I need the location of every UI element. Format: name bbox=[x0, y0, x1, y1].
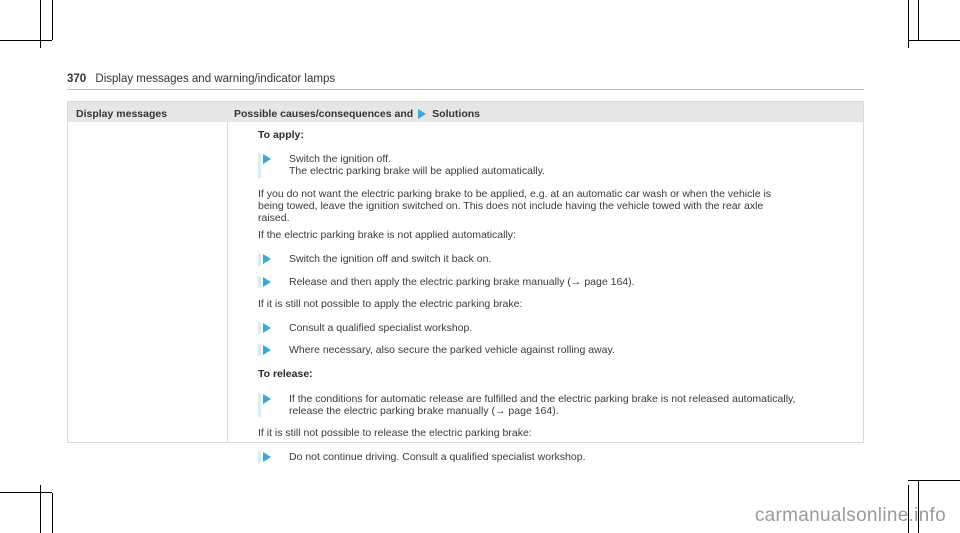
solutions-cell bbox=[258, 129, 858, 463]
step-note: The electric parking brake will be applied automatically. bbox=[289, 165, 546, 178]
column-header-causes bbox=[234, 108, 480, 120]
table-header-row bbox=[68, 102, 863, 122]
column-header-solutions-label: Solutions bbox=[432, 108, 481, 120]
step-bar bbox=[258, 276, 261, 288]
step-text: Switch the ignition off. bbox=[289, 153, 391, 166]
arrow-right-icon bbox=[263, 394, 271, 404]
step-bar bbox=[258, 153, 261, 177]
page-header bbox=[67, 73, 335, 85]
step-item bbox=[258, 322, 858, 334]
step-bar bbox=[258, 393, 261, 417]
step-item bbox=[258, 344, 858, 356]
messages-table bbox=[67, 101, 864, 464]
arrow-right-icon bbox=[263, 154, 271, 164]
crop-mark bbox=[0, 492, 52, 493]
paragraph: If it is still not possible to apply the electric parking brake: bbox=[258, 297, 523, 310]
step-text: Switch the ignition off and switch it back on. bbox=[289, 253, 492, 266]
step-bar bbox=[258, 253, 261, 265]
paragraph: If it is still not possible to release the electric parking brake: bbox=[258, 427, 532, 440]
step-text: If the conditions for automatic release are fulfilled and the electric parking brake is not released automatically, bbox=[289, 392, 796, 405]
crop-mark bbox=[0, 40, 52, 41]
step-item bbox=[258, 451, 858, 463]
crop-mark bbox=[908, 480, 960, 481]
column-header-causes-label: Possible causes/consequences and bbox=[234, 108, 414, 120]
step-item bbox=[258, 393, 858, 417]
paragraph: raised. bbox=[258, 212, 290, 225]
step-text: release the electric parking brake manually (→ page 164). bbox=[289, 404, 559, 417]
page-number: 370 bbox=[67, 73, 87, 85]
crop-mark bbox=[52, 493, 53, 533]
step-text: Consult a qualified specialist workshop. bbox=[289, 322, 473, 335]
arrow-right-icon bbox=[263, 277, 271, 287]
apply-heading: To apply: bbox=[258, 129, 304, 141]
page-title: Display messages and warning/indicator lamps bbox=[95, 73, 336, 85]
step-bar bbox=[258, 451, 261, 463]
crop-mark bbox=[908, 40, 960, 41]
header-divider bbox=[67, 89, 864, 90]
step-item bbox=[258, 153, 858, 177]
step-text: Where necessary, also secure the parked vehicle against rolling away. bbox=[289, 344, 615, 357]
step-text: Release and then apply the electric parking brake manually (→ page 164). bbox=[289, 275, 635, 288]
release-heading: To release: bbox=[258, 368, 313, 381]
arrow-right-icon bbox=[263, 345, 271, 355]
crop-mark bbox=[918, 0, 919, 40]
arrow-right-icon bbox=[263, 254, 271, 264]
step-item bbox=[258, 276, 858, 288]
arrow-right-icon bbox=[263, 452, 271, 462]
step-bar bbox=[258, 344, 261, 356]
paragraph: If you do not want the electric parking brake to be applied, e.g. at an automatic car wash or when the vehicle is bbox=[258, 187, 772, 200]
step-bar bbox=[258, 322, 261, 334]
arrow-right-icon bbox=[263, 323, 271, 333]
paragraph: If the electric parking brake is not applied automatically: bbox=[258, 229, 516, 242]
step-text: Do not continue driving. Consult a qualified specialist workshop. bbox=[289, 451, 586, 464]
column-header-display-messages: Display messages bbox=[76, 108, 168, 120]
crop-mark bbox=[52, 0, 53, 40]
step-item bbox=[258, 253, 858, 265]
watermark: carmanualsonline.info bbox=[754, 505, 946, 526]
column-divider bbox=[227, 122, 228, 442]
arrow-right-icon bbox=[418, 109, 426, 119]
paragraph: being towed, leave the ignition switched on. This does not include having the vehicle towed with the rear axle bbox=[258, 199, 764, 212]
